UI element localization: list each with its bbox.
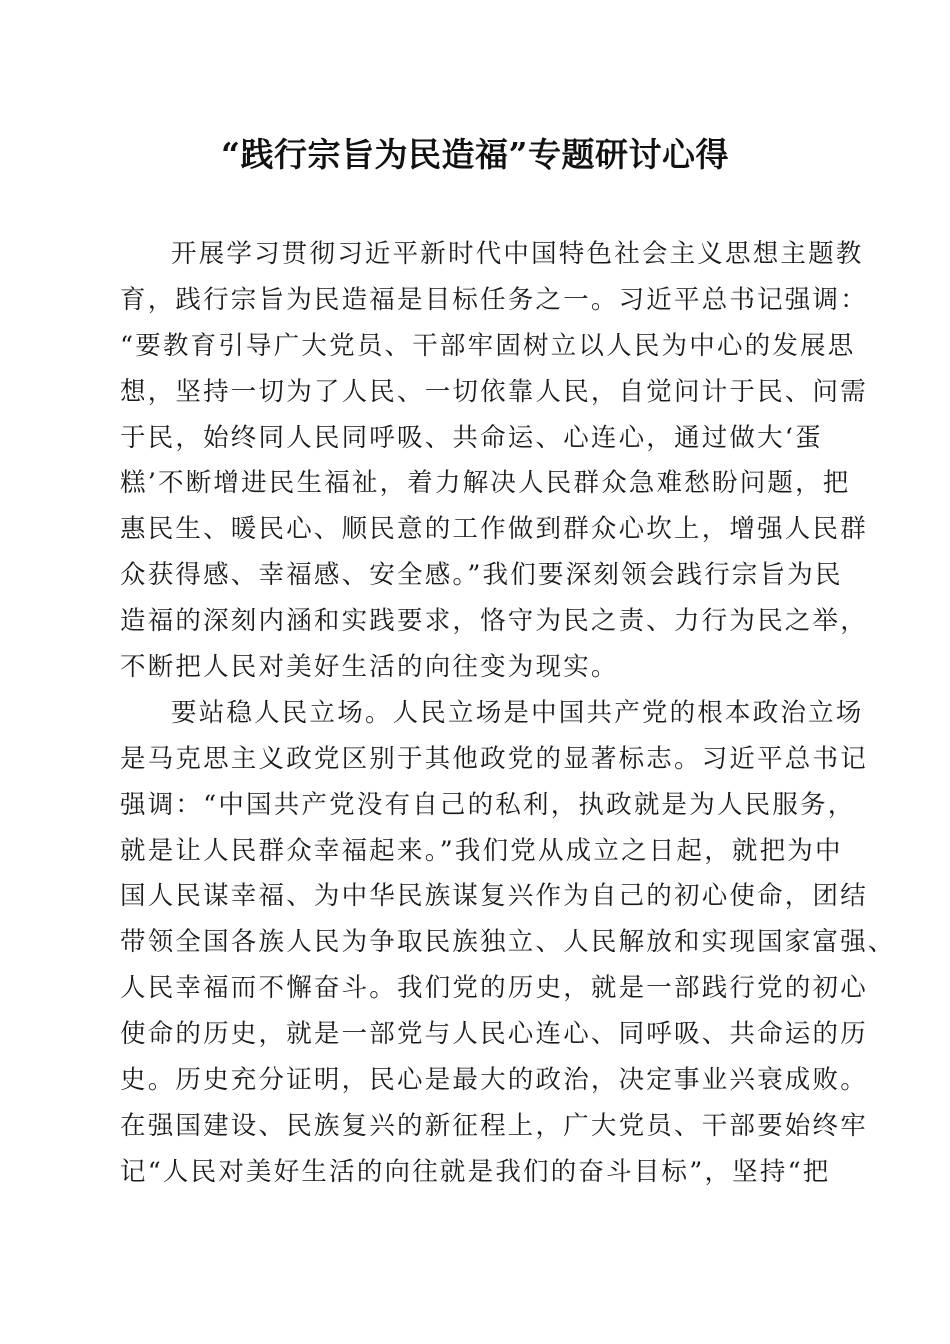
text-line: 国人民谋幸福、为中华民族谋复兴作为自己的初心使命，团结 xyxy=(120,881,868,912)
text-line: 众获得感、幸福感、安全感。”我们要深刻领会践行宗旨为民 xyxy=(120,560,843,591)
text-line: 人民幸福而不懈奋斗。我们党的历史，就是一部践行党的初心 xyxy=(120,973,868,1004)
text-line: 育，践行宗旨为民造福是目标任务之一。习近平总书记强调： xyxy=(120,284,868,315)
paragraph-people-stance xyxy=(120,691,896,1196)
text-line: 强调：“中国共产党没有自己的私利，执政就是为人民服务， xyxy=(120,789,856,820)
document-title: “践行宗旨为民造福”专题研讨心得 xyxy=(221,135,729,174)
text-line: 惠民生、暖民心、顺民意的工作做到群众心坎上，增强人民群 xyxy=(120,514,868,545)
text-line: 糕’不断增进民生福祉，着力解决人民群众急难愁盼问题，把 xyxy=(120,468,851,499)
text-line: 造福的深刻内涵和实践要求，恪守为民之责、力行为民之举， xyxy=(120,606,868,637)
text-line: 就是让人民群众幸福起来。”我们党从成立之日起，就把为中 xyxy=(120,835,843,866)
text-line: 于民，始终同人民同呼吸、共命运、心连心，通过做大‘蛋 xyxy=(120,422,823,453)
text-line: 是马克思主义政党区别于其他政党的显著标志。习近平总书记 xyxy=(120,743,868,774)
text-line: 在强国建设、民族复兴的新征程上，广大党员、干部要始终牢 xyxy=(120,1110,868,1141)
text-line: 要站稳人民立场。人民立场是中国共产党的根本政治立场 xyxy=(171,697,864,728)
document-body xyxy=(120,232,896,1196)
text-line: 不断把人民对美好生活的向往变为现实。 xyxy=(120,652,619,683)
text-line: 带领全国各族人民为争取民族独立、人民解放和实现国家富强、 xyxy=(120,927,896,958)
text-line: 想，坚持一切为了人民、一切依靠人民，自觉问计于民、问需 xyxy=(120,376,868,407)
text-line: 记“人民对美好生活的向往就是我们的奋斗目标”，坚持“把 xyxy=(120,1156,831,1187)
text-line: “要教育引导广大党员、干部牢固树立以人民为中心的发展思 xyxy=(120,330,856,361)
text-line: 使命的历史，就是一部党与人民心连心、同呼吸、共命运的历 xyxy=(120,1019,868,1050)
paragraph-intro xyxy=(120,232,868,691)
text-line: 开展学习贯彻习近平新时代中国特色社会主义思想主题教 xyxy=(171,239,864,269)
text-line: 史。历史充分证明，民心是最大的政治，决定事业兴衰成败。 xyxy=(120,1065,868,1096)
